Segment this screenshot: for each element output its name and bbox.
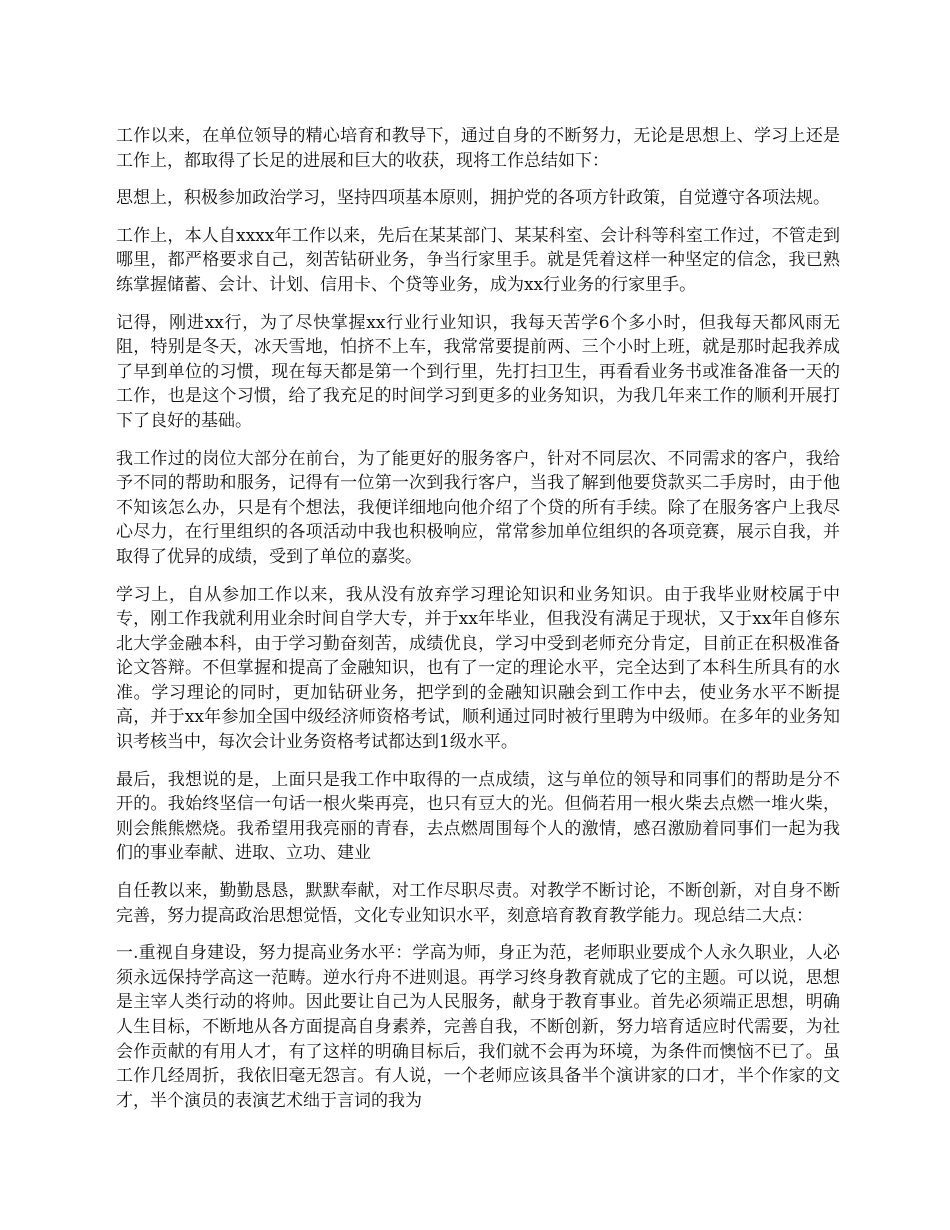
paragraph-conclusion: 最后，我想说的是，上面只是我工作中取得的一点成绩，这与单位的领导和同事们的帮助是分不开的。我始终坚信一句话一根火柴再亮，也只有豆大的光。但倘若用一根火柴去点燃一堆火柴，则会熊熊燃烧。我希望用我亮丽的青春，去点燃周围每个人的激情，感召激励着同事们一起为我们的事业奉献、进取、立功、建业 bbox=[116, 769, 840, 864]
paragraph-work: 工作上，本人自xxxx年工作以来，先后在某某部门、某某科室、会计科等科室工作过，不管走到哪里，都严格要求自己，刻苦钻研业务，争当行家里手。就是凭着这样一种坚定的信念，我已熟练掌握储蓄、会计、计划、信用卡、个贷等业务，成为xx行业务的行家里手。 bbox=[116, 225, 840, 295]
paragraph-teaching: 自任教以来，勤勤恳恳，默默奉献，对工作尽职尽责。对教学不断讨论，不断创新，对自身不断完善，努力提高政治思想觉悟，文化专业知识水平，刻意培育教育教学能力。现总结二大点： bbox=[116, 881, 840, 926]
paragraph-service: 我工作过的岗位大部分在前台，为了能更好的服务客户，针对不同层次、不同需求的客户，我给予不同的帮助和服务，记得有一位第一次到我行客户，当我了解到他要贷款买二手房时，由于他不知该怎么办，只是有个想法，我便详细地向他介绍了个贷的所有手续。除了在服务客户上我尽心尽力，在行里组织的各项活动中我也积极响应，常常参加单位组织的各项竞赛，展示自我，并取得了优异的成绩，受到了单位的嘉奖。 bbox=[116, 448, 840, 567]
paragraph-thought: 思想上，积极参加政治学习，坚持四项基本原则，拥护党的各项方针政策，自觉遵守各项法规。 bbox=[116, 188, 830, 209]
document-body bbox=[116, 124, 840, 1126]
paragraph-self-building: 一.重视自身建设，努力提高业务水平：学高为师，身正为范，老师职业要成个人永久职业，人必须永远保持学高这一范畴。逆水行舟不进则退。再学习终身教育就成了它的主题。可以说，思想是主宰人类行动的将帅。因此要让自己为人民服务，献身于教育事业。首先必须端正思想，明确人生目标，不断地从各方面提高自身素养，完善自我，不断创新，努力培育适应时代需要，为社会作贡献的有用人才，有了这样的明确目标后，我们就不会再为环境，为条件而懊恼不已了。虽工作几经周折，我依旧毫无怨言。有人说，一个老师应该具备半个演讲家的口才，半个作家的文才，半个演员的表演艺术绌于言词的我为 bbox=[116, 943, 840, 1111]
paragraph-intro: 工作以来，在单位领导的精心培育和教导下，通过自身的不断努力，无论是思想上、学习上还是工作上，都取得了长足的进展和巨大的收获，现将工作总结如下： bbox=[116, 126, 840, 171]
paragraph-memory: 记得，刚进xx行，为了尽快掌握xx行业行业知识，我每天苦学6个多小时，但我每天都风雨无阻，特别是冬天，冰天雪地，怕挤不上车，我常常要提前两、三个小时上班，就是那时起我养成了早到单位的习惯，现在每天都是第一个到行里，先打扫卫生，再看看业务书或准备准备一天的工作，也是这个习惯，给了我充足的时间学习到更多的业务知识，为我几年来工作的顺利开展打下了良好的基础。 bbox=[116, 312, 840, 431]
paragraph-study: 学习上，自从参加工作以来，我从没有放弃学习理论知识和业务知识。由于我毕业财校属于中专，刚工作我就利用业余时间自学大专，并于xx年毕业，但我没有满足于现状，又于xx年自修东北大学金融本科，由于学习勤奋刻苦，成绩优良，学习中受到老师充分肯定，目前正在积极准备论文答辩。不但掌握和提高了金融知识，也有了一定的理论水平，完全达到了本科生所具有的水准。学习理论的同时，更加钻研业务，把学到的金融知识融会到工作中去，使业务水平不断提高，并于xx年参加全国中级经济师资格考试，顺利通过同时被行里聘为中级师。在多年的业务知识考核当中，每次会计业务资格考试都达到1级水平。 bbox=[116, 584, 840, 753]
